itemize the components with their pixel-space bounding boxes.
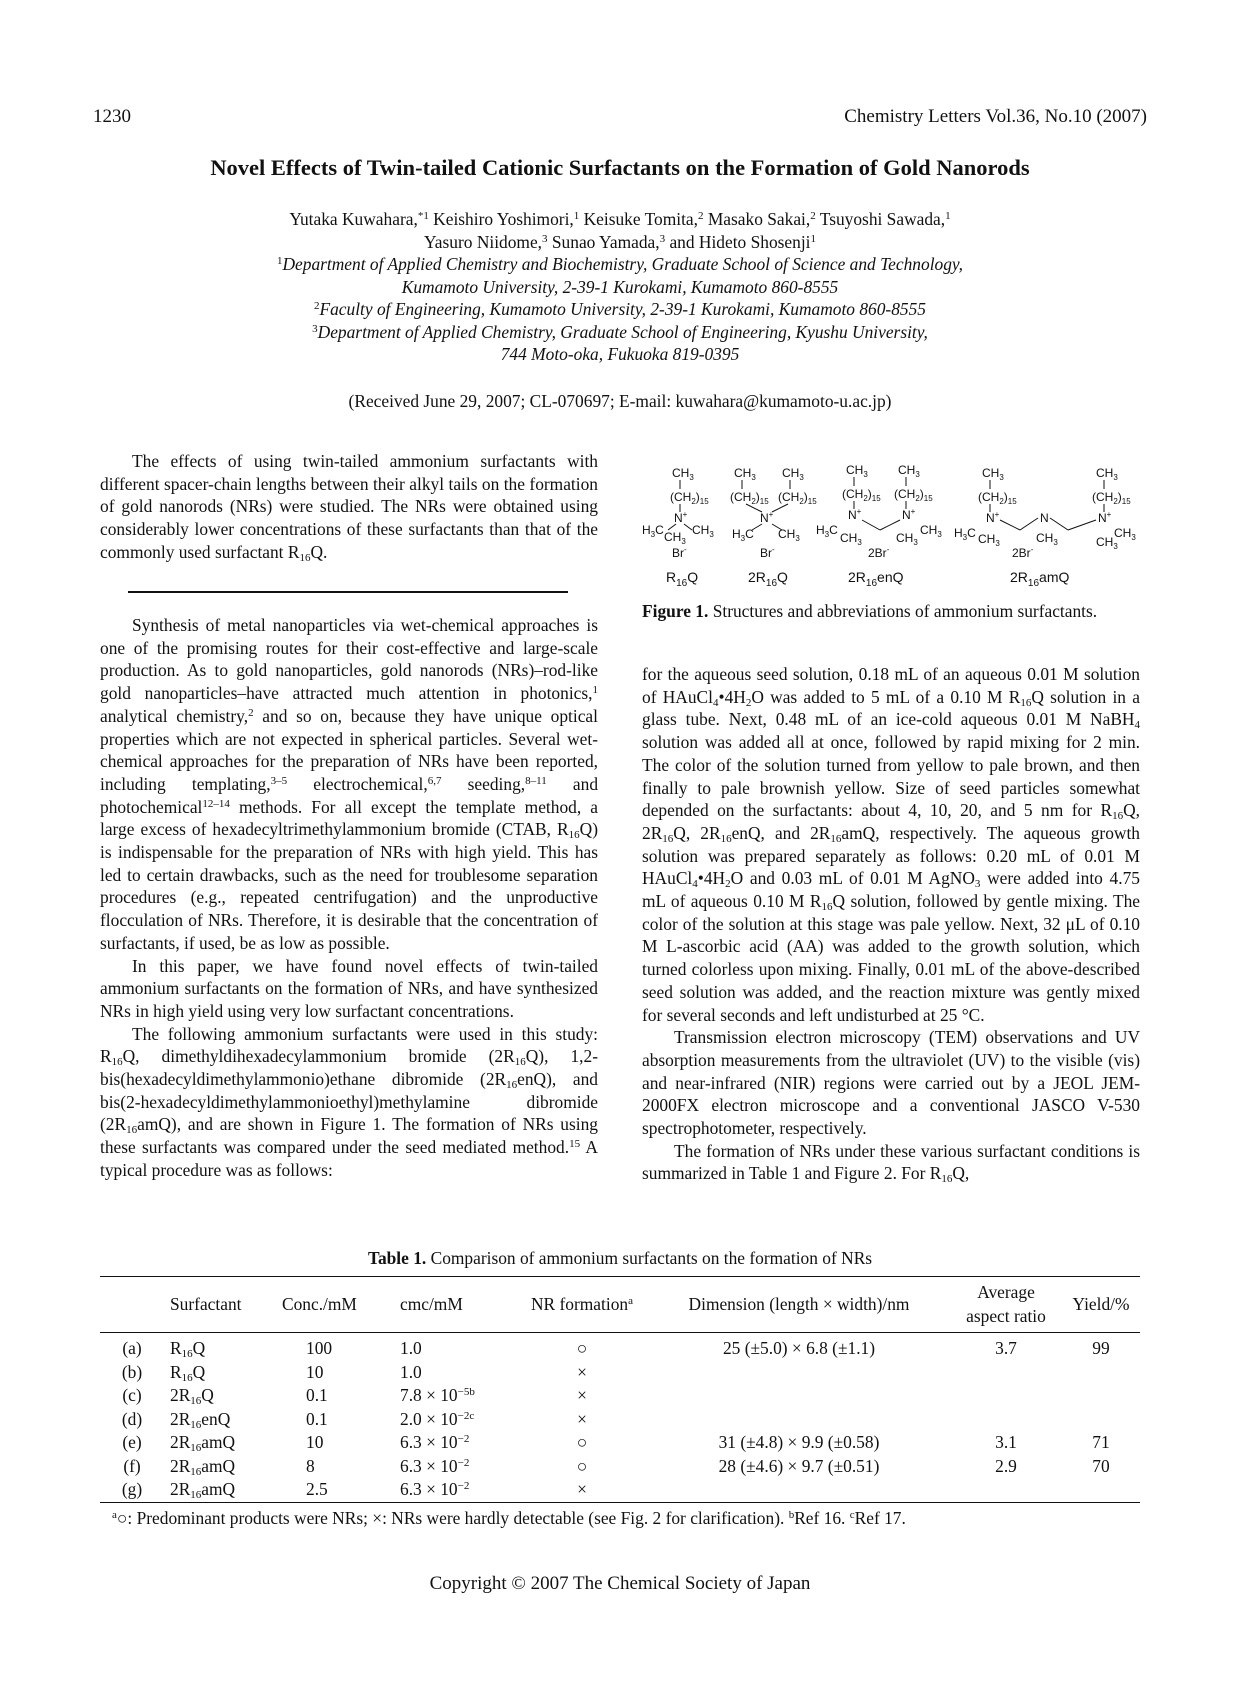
authors-line-1: [150, 208, 1090, 231]
table-row: [100, 1455, 1140, 1479]
table-footnote: $^a$○: Predominant products were NRs; ×: NRs were hardly detectable (see Fig. 2 for clarification). $^b$Ref 16. $^c$Ref 17.: [112, 1508, 906, 1528]
authors-line-2: [150, 231, 1090, 254]
paragraph: In this paper, we have found novel effects of twin-tailed ammonium surfactants on the formation of NRs, and have synthesized NRs in high yield using very low surfactant concentrations.: [100, 955, 598, 1021]
svg-text:N: N: [1040, 511, 1049, 525]
figure-1-caption: [642, 600, 1140, 623]
cmc-cell: 1.0: [400, 1361, 422, 1382]
row-label: (g): [121, 1479, 143, 1499]
structure-2r16q: [730, 466, 817, 560]
copyright-footer: Copyright © 2007 The Chemical Society of Japan: [429, 1573, 811, 1594]
row-label: (b): [121, 1361, 143, 1382]
nr-formation-cell: ×: [577, 1385, 587, 1405]
nr-formation-cell: ○: [576, 1432, 588, 1452]
svg-text:N+: N+: [1098, 510, 1112, 525]
cmc-cell: 1.0: [400, 1338, 422, 1358]
row-label: (d): [121, 1408, 143, 1429]
affiliation-mark: 2: [313, 300, 320, 312]
svg-text:CH3: $CH_3$: [778, 527, 800, 543]
journal-header: Chemistry Letters Vol.36, No.10 (2007): [844, 106, 1147, 127]
received-line: (Received June 29, 2007; CL-070697; E-mail: kuwahara@kumamoto-u.ac.jp): [348, 391, 892, 411]
label-2r16amq: $2R_{16}amQ$: [1010, 569, 1070, 589]
col-header: cmc/mM: [400, 1293, 463, 1314]
table-row: [100, 1408, 1140, 1432]
author: Masako Sakai,: [703, 209, 811, 229]
paragraph: The following ammonium surfactants were used in this study: $R_{16}Q$, dimethyldihexadecylammonium bromide $(2R_{16}Q)$, 1,2-bis(hexadecyldimethylammonio)ethane dibromide $(2R_{16}enQ)$, and bis(2-hexadecyldimethylammonioethyl)methylamine dibromide $(2R_{16}amQ)$, and are shown in Figure 1. The formation of NRs using these surfactants was compared under the seed mediated method.$^{15}$ A typical procedure was as follows:: [100, 1023, 598, 1180]
yield-cell: 71: [1092, 1432, 1110, 1452]
svg-text:CH3: $CH_3$: [920, 523, 942, 539]
cmc-cell: $6.3 \times 10^{-2}$: [400, 1432, 470, 1452]
surfactant-cell: $2R_{16}amQ$: [170, 1455, 236, 1478]
svg-text:N+: N+: [848, 507, 862, 522]
conc-cell: 10: [306, 1432, 324, 1452]
surfactant-cell: $R_{16}Q$: [170, 1361, 206, 1384]
col-header: Yield/%: [1072, 1293, 1130, 1314]
label-r16q: $R_{16}Q$: [666, 569, 699, 589]
table-row: [100, 1333, 1140, 1361]
affiliation-mark: 1: [276, 255, 283, 267]
right-column: [642, 663, 1140, 1185]
table-row: [100, 1361, 1140, 1385]
cmc-cell: $6.3 \times 10^{-2}$: [400, 1455, 470, 1476]
conc-cell: 2.5: [306, 1479, 328, 1499]
nr-formation-cell: ×: [577, 1408, 587, 1429]
table-row: [100, 1478, 1140, 1502]
table-1: [100, 1276, 1140, 1503]
row-label: (a): [122, 1338, 142, 1358]
dimension-cell: [648, 1384, 950, 1408]
bromide: Br-: [672, 545, 687, 560]
surfactant-cell: $2R_{16}Q$: [170, 1385, 214, 1407]
svg-text:N+: N+: [760, 510, 774, 525]
dimension-cell: [648, 1361, 950, 1385]
svg-text:2Br-: 2Br-: [1012, 545, 1034, 560]
affiliation-text: Faculty of Engineering, Kumamoto University, 2-39-1 Kurokami, Kumamoto 860-8555: [319, 299, 926, 319]
affiliation-3-address: 744 Moto-oka, Fukuoka 819-0395: [500, 344, 740, 364]
table-1-caption: [0, 1248, 1240, 1269]
abstract-text: Q.: [310, 541, 328, 562]
caption-label: Figure 1.: [642, 601, 709, 621]
nr-formation-cell: ○: [576, 1338, 588, 1358]
svg-text:(CH2)15: $(CH_2)_{15}$: [1092, 490, 1131, 506]
data-table: [100, 1276, 1140, 1503]
svg-text:2Br-: 2Br-: [868, 545, 890, 560]
svg-text:CH3: $CH_3$: [896, 531, 918, 547]
caption-text: Comparison of ammonium surfactants on the formation of NRs: [426, 1248, 873, 1268]
paragraph: Transmission electron microscopy (TEM) observations and UV absorption measurements from the ultraviolet (UV) to the visible (vis) and near-infrared (NIR) regions were carried out by a JEOL JEM-2000FX electron microscope and a conventional JASCO V-530 spectrophotometer, respectively.: [642, 1027, 1140, 1139]
conc-cell: 10: [306, 1361, 324, 1382]
svg-text:CH3: $CH_3$: [782, 466, 804, 482]
aspect-ratio-cell: [950, 1384, 1062, 1408]
paragraph: Synthesis of metal nanoparticles via wet-chemical approaches is one of the promising routes for their cost-effective and large-scale production. As to gold nanoparticles, gold nanorods (NRs)–rod-like gold nanoparticles–have attracted much attention in photonics,$^1$ analytical chemistry,$^2$ and so on, because they have unique optical properties which are not expected in spherical particles. Several wet-chemical approaches for the preparation of NRs have been reported, including templating,$^{3-5}$ electrochemical,$^{6,7}$ seeding,$^{8-11}$ and photochemical$^{12-14}$ methods. For all except the template method, a large excess of hexadecyltrimethylammonium bromide (CTAB, $R_{16}Q$) is indispensable for the preparation of NRs with high yield. This has led to certain drawbacks, such as the need for troublesome separation procedures (e.g., repeated centrifugation) and the unproductive flocculation of NRs. Therefore, it is desirable that the concentration of surfactants, if used, be as low as possible.: [100, 615, 599, 953]
author: and Hideto Shosenji: [665, 231, 811, 252]
aspect-ratio-cell: [950, 1478, 1062, 1502]
n-plus: N+: [674, 510, 688, 525]
table-row: [100, 1384, 1140, 1408]
aspect-ratio-cell: [950, 1408, 1062, 1432]
author: Tsuyoshi Sawada,: [815, 209, 946, 229]
author: Keishiro Yoshimori,: [428, 209, 574, 229]
caption-label: Table 1.: [367, 1248, 427, 1268]
author: Sunao Yamada,: [547, 231, 660, 252]
svg-text:(CH2)15: $(CH_2)_{15}$: [778, 490, 817, 506]
abstract-text: The effects of using twin-tailed ammonium surfactants with different spacer-chain lengths between their alkyl tails on the formation of gold nanorods (NRs) were studied. The NRs were obtained using considerably lower concentrations of these surfactants than that of the commonly used surfactant R: [100, 451, 598, 562]
structure-2r16enq: [816, 463, 942, 560]
aspect-ratio-cell: 3.7: [995, 1338, 1017, 1358]
svg-text:N+: N+: [902, 507, 916, 522]
affiliation-3: [150, 321, 1090, 344]
author-mark: 1: [945, 210, 951, 222]
affiliation-1: [150, 253, 1090, 276]
paragraph: for the aqueous seed solution, 0.18 mL of an aqueous 0.01 M solution of $HAuCl_4•4H_2O$ was added to 5 mL of a 0.10 M $R_{16}Q$ solution in a glass tube. Next, 0.48 mL of an ice-cold aqueous 0.01 M NaBH$_4$ solution was added all at once, followed by rapid mixing for 2 min. The color of the solution turned from yellow to pale brown, and then finally to pale brownish yellow. Size of seed particles somewhat depended on the surfactants: about 4, 10, 20, and 5 nm for $R_{16}Q$, $2R_{16}Q$, $2R_{16}enQ$, and $2R_{16}amQ$, respectively. The aqueous growth solution was prepared separately as follows: 0.20 mL of 0.01 M $HAuCl_4•4H_2O$ and 0.03 mL of 0.01 M AgNO$_3$ were added into 4.75 mL of aqueous 0.10 M $R_{16}Q$ solution, followed by gentle mixing. The color of the solution at this stage was pale yellow. Next, 32 μL of 0.10 M L-ascorbic acid (AA) was added to the growth solution, which turned colorless upon mixing. Finally, 0.01 mL of the above-described seed solution was added, and the reaction mixture was gently mixed for several seconds and left undisturbed at 25 °C.: [642, 664, 1140, 1025]
svg-text:(CH2)15: $(CH_2)_{15}$: [842, 487, 881, 503]
affiliation-mark: 3: [312, 322, 318, 335]
row-label: (f): [123, 1455, 141, 1476]
yield-cell: [1062, 1361, 1140, 1385]
row-label: (e): [122, 1432, 142, 1452]
author-mark: 2: [810, 210, 816, 222]
svg-text:H3C: $H_3C$: [816, 523, 838, 539]
affiliation-2: [150, 298, 1090, 321]
svg-text:CH3: $CH_3$: [982, 466, 1004, 482]
svg-text:H3C: $H_3C$: [954, 526, 976, 542]
yield-cell: [1062, 1408, 1140, 1432]
figure-1-structures: [636, 462, 1144, 592]
cmc-cell: $6.3 \times 10^{-2}$: [400, 1479, 470, 1499]
author-mark: 2: [698, 210, 704, 222]
affiliation-text: Department of Applied Chemistry and Biochemistry, Graduate School of Science and Technology,: [282, 254, 964, 274]
label-2r16enq: $2R_{16}enQ$: [848, 569, 904, 589]
conc-cell: 0.1: [306, 1408, 328, 1429]
label-2r16q: $2R_{16}Q$: [748, 569, 788, 589]
paragraph: The formation of NRs under these various surfactant conditions is summarized in Table 1 and Figure 2. For $R_{16}Q$,: [642, 1140, 1140, 1186]
svg-text:CH3: $CH_3$: [734, 466, 756, 482]
yield-cell: [1062, 1384, 1140, 1408]
surfactant-cell: $2R_{16}amQ$: [170, 1432, 236, 1454]
h3c-left: $H_3C$: [642, 523, 664, 539]
author-mark: 3: [542, 232, 548, 245]
subscript: 16: [299, 551, 311, 564]
conc-cell: 0.1: [306, 1385, 328, 1405]
caption-text: Structures and abbreviations of ammonium surfactants.: [708, 601, 1098, 621]
svg-text:H3C: $H_3C$: [732, 527, 754, 543]
svg-text:Br-: Br-: [760, 545, 775, 560]
svg-text:CH3: $CH_3$: [840, 531, 862, 547]
svg-text:(CH2)15: $(CH_2)_{15}$: [894, 487, 933, 503]
svg-text:(CH2)15: $(CH_2)_{15}$: [730, 490, 769, 506]
dimension-cell: 31 (±4.8) × 9.9 (±0.58): [718, 1432, 880, 1452]
author: Yasuro Niidome,: [423, 231, 543, 252]
col-header: Dimension (length × width)/nm: [688, 1293, 910, 1314]
col-header: Conc./mM: [282, 1293, 357, 1314]
svg-text:CH3: $CH_3$: [1114, 526, 1136, 542]
col-header: NR formation$^a$: [531, 1293, 633, 1314]
left-column: [100, 614, 598, 1182]
cmc-cell: $2.0 \times 10^{-2c}$: [400, 1408, 475, 1429]
surfactant-cell: $2R_{16}enQ$: [170, 1408, 231, 1431]
svg-text:N+: N+: [986, 510, 1000, 525]
yield-cell: [1062, 1478, 1140, 1502]
yield-cell: 99: [1092, 1338, 1110, 1358]
dimension-cell: 25 (±5.0) × 6.8 (±1.1): [722, 1338, 876, 1358]
nr-formation-cell: ○: [576, 1455, 588, 1476]
dimension-cell: [648, 1408, 950, 1432]
author-mark: 1: [573, 210, 580, 222]
author-mark: *1: [417, 210, 429, 222]
author-mark: 1: [810, 232, 817, 245]
conc-cell: 100: [306, 1338, 333, 1358]
structure-r16q: [642, 466, 714, 560]
col-header: Average aspect ratio: [966, 1282, 1046, 1326]
abstract-divider: [128, 591, 568, 593]
affiliation-1-address: Kumamoto University, 2-39-1 Kurokami, Kumamoto 860-8555: [401, 276, 839, 297]
svg-text:CH3: $CH_3$: [1096, 535, 1118, 551]
surfactant-cell: $2R_{16}amQ$: [170, 1479, 236, 1501]
col-header: Surfactant: [170, 1293, 242, 1314]
aspect-ratio-cell: 2.9: [995, 1455, 1017, 1476]
dimension-cell: [648, 1478, 950, 1502]
aspect-ratio-cell: [950, 1361, 1062, 1385]
aspect-ratio-cell: 3.1: [995, 1432, 1017, 1452]
svg-text:CH3: $CH_3$: [846, 463, 868, 479]
author-mark: 3: [659, 232, 666, 245]
author: Yutaka Kuwahara,: [289, 209, 418, 229]
conc-cell: 8: [306, 1455, 315, 1476]
nr-formation-cell: ×: [577, 1361, 587, 1382]
ch3-top: $CH_3$: [672, 466, 694, 482]
author: Keisuke Tomita,: [579, 209, 698, 229]
paper-title: Novel Effects of Twin-tailed Cationic Surfactants on the Formation of Gold Nanorods: [210, 155, 1030, 180]
svg-text:CH3: $CH_3$: [1036, 531, 1058, 547]
ch2-chain: $(CH_2)_{15}$: [670, 490, 709, 506]
svg-text:CH3: $CH_3$: [978, 532, 1000, 548]
svg-text:CH3: $CH_3$: [898, 463, 920, 479]
page-number: 1230: [93, 106, 131, 127]
cmc-cell: $7.8 \times 10^{-5b}$: [400, 1385, 475, 1405]
table-row: [100, 1431, 1140, 1455]
structure-2r16amq: [954, 466, 1136, 560]
row-label: (c): [122, 1385, 142, 1405]
ch3-right: $CH_3$: [692, 523, 714, 539]
nr-formation-cell: ×: [577, 1479, 587, 1499]
table-header-row: [100, 1277, 1140, 1333]
ch3-bottom: $CH_3$: [664, 530, 686, 546]
svg-text:CH3: $CH_3$: [1096, 466, 1118, 482]
surfactant-cell: $R_{16}Q$: [170, 1338, 206, 1360]
yield-cell: 70: [1092, 1455, 1110, 1476]
dimension-cell: 28 (±4.6) × 9.7 (±0.51): [718, 1455, 880, 1476]
svg-text:(CH2)15: $(CH_2)_{15}$: [978, 490, 1017, 506]
affiliation-text: Department of Applied Chemistry, Graduate School of Engineering, Kyushu University,: [317, 321, 928, 342]
author-list: [150, 208, 1090, 366]
abstract: [100, 450, 598, 564]
